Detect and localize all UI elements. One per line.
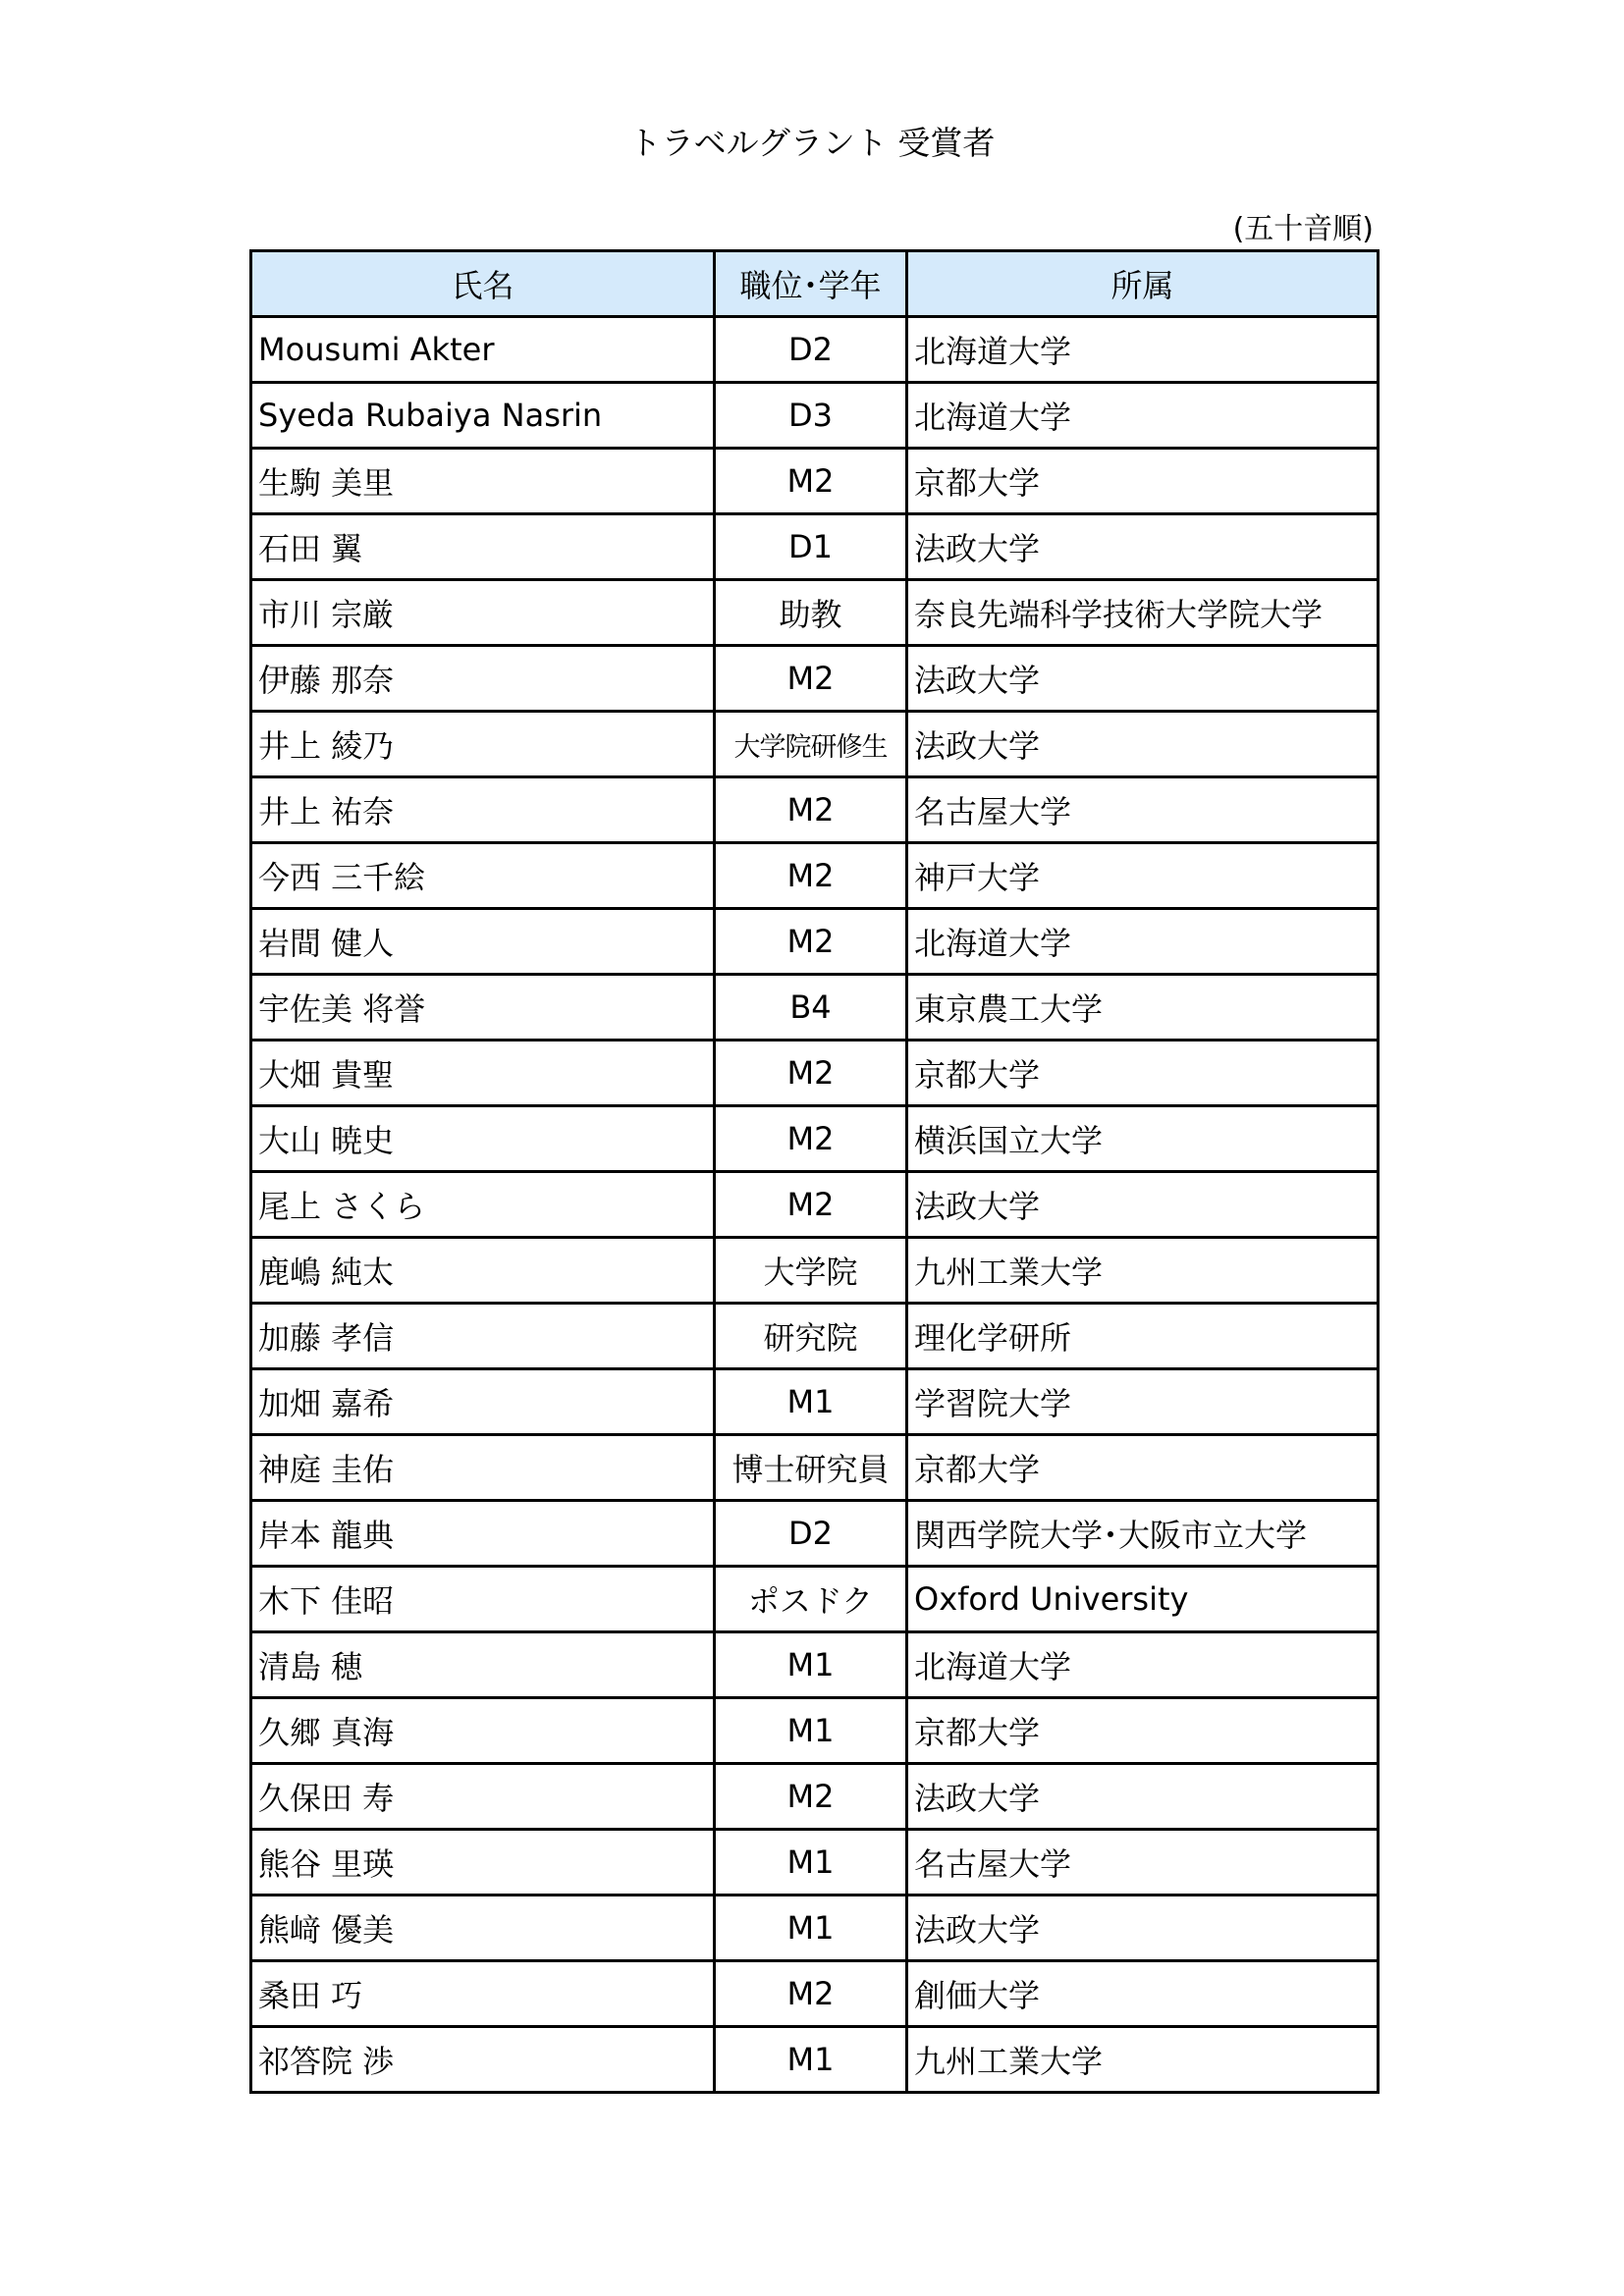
awardee-affiliation: 名古屋大学	[907, 1830, 1379, 1896]
awardee-position: M1	[715, 2027, 907, 2093]
header-position: 職位･学年	[715, 251, 907, 317]
awardee-name: 岩間 健人	[251, 909, 715, 975]
awardee-affiliation: 法政大学	[907, 1764, 1379, 1830]
table-row	[251, 712, 1379, 777]
awardee-affiliation: 創価大学	[907, 1961, 1379, 2027]
awardee-name: 清島 穂	[251, 1632, 715, 1698]
table-row	[251, 1172, 1379, 1238]
awardee-position: M2	[715, 777, 907, 843]
awardee-position: M1	[715, 1632, 907, 1698]
awardee-name: 岸本 龍典	[251, 1501, 715, 1567]
header-name: 氏名	[251, 251, 715, 317]
awardee-position: M2	[715, 843, 907, 909]
awardee-affiliation: 法政大学	[907, 1896, 1379, 1961]
awardee-affiliation: 北海道大学	[907, 1632, 1379, 1698]
awardee-position: M2	[715, 449, 907, 514]
header-affiliation: 所属	[907, 251, 1379, 317]
awardee-position: M2	[715, 909, 907, 975]
awardee-position: D2	[715, 317, 907, 383]
awardee-affiliation: 名古屋大学	[907, 777, 1379, 843]
awardee-position: 大学院	[715, 1238, 907, 1304]
awardee-name: 熊谷 里瑛	[251, 1830, 715, 1896]
table-row	[251, 580, 1379, 646]
awardee-name: 加藤 孝信	[251, 1304, 715, 1369]
awardee-position: 大学院研修生	[715, 712, 907, 777]
table-row	[251, 2027, 1379, 2093]
awardee-name: 生駒 美里	[251, 449, 715, 514]
table-row	[251, 909, 1379, 975]
table-row	[251, 646, 1379, 712]
awardee-affiliation: 横浜国立大学	[907, 1106, 1379, 1172]
awardee-affiliation: 東京農工大学	[907, 975, 1379, 1041]
table-row	[251, 1896, 1379, 1961]
awardee-position: M2	[715, 1106, 907, 1172]
awardee-position: D2	[715, 1501, 907, 1567]
awardee-name: 市川 宗厳	[251, 580, 715, 646]
awardee-affiliation: 法政大学	[907, 514, 1379, 580]
awardee-affiliation: 関西学院大学･大阪市立大学	[907, 1501, 1379, 1567]
awardee-position: M1	[715, 1369, 907, 1435]
table-row	[251, 1961, 1379, 2027]
awardee-name: 石田 翼	[251, 514, 715, 580]
table-row	[251, 843, 1379, 909]
awardee-name: 熊﨑 優美	[251, 1896, 715, 1961]
sort-order-note: (五十音順)	[1232, 212, 1374, 246]
awardee-affiliation: 九州工業大学	[907, 1238, 1379, 1304]
awardee-name: 大畑 貴聖	[251, 1041, 715, 1106]
awardee-affiliation: 奈良先端科学技術大学院大学	[907, 580, 1379, 646]
awardee-name: 大山 暁史	[251, 1106, 715, 1172]
awardee-affiliation: 京都大学	[907, 1435, 1379, 1501]
awardees-table	[249, 249, 1380, 2094]
awardee-name: 祁答院 渉	[251, 2027, 715, 2093]
awardee-name: 伊藤 那奈	[251, 646, 715, 712]
awardee-position: ポスドク	[715, 1567, 907, 1632]
awardee-position: M1	[715, 1896, 907, 1961]
table-row	[251, 1567, 1379, 1632]
awardee-name: 久保田 寿	[251, 1764, 715, 1830]
awardee-affiliation: 法政大学	[907, 712, 1379, 777]
awardee-affiliation: 九州工業大学	[907, 2027, 1379, 2093]
table-row	[251, 975, 1379, 1041]
table-row	[251, 317, 1379, 383]
table-row	[251, 1369, 1379, 1435]
awardee-position: D1	[715, 514, 907, 580]
awardee-position: 助教	[715, 580, 907, 646]
awardee-name: 桑田 巧	[251, 1961, 715, 2027]
page-title: トラベルグラント 受賞者	[628, 124, 996, 162]
awardee-position: M2	[715, 1172, 907, 1238]
awardee-name: 宇佐美 将誉	[251, 975, 715, 1041]
awardee-name: Mousumi Akter	[251, 317, 715, 383]
awardee-position: M2	[715, 1961, 907, 2027]
awardee-position: B4	[715, 975, 907, 1041]
awardee-affiliation: 神戸大学	[907, 843, 1379, 909]
awardee-position: M2	[715, 646, 907, 712]
table-row	[251, 1435, 1379, 1501]
awardee-affiliation: 学習院大学	[907, 1369, 1379, 1435]
awardee-position: 研究院	[715, 1304, 907, 1369]
awardee-position: D3	[715, 383, 907, 449]
awardee-name: 今西 三千絵	[251, 843, 715, 909]
awardee-position: M2	[715, 1041, 907, 1106]
table-row	[251, 514, 1379, 580]
awardee-position: M2	[715, 1764, 907, 1830]
awardee-affiliation: 京都大学	[907, 1698, 1379, 1764]
table-row	[251, 1632, 1379, 1698]
awardee-name: 加畑 嘉希	[251, 1369, 715, 1435]
awardee-name: 久郷 真海	[251, 1698, 715, 1764]
awardee-name: 神庭 圭佑	[251, 1435, 715, 1501]
table-row	[251, 1698, 1379, 1764]
table-row	[251, 1041, 1379, 1106]
awardee-position: M1	[715, 1830, 907, 1896]
awardee-affiliation: 法政大学	[907, 1172, 1379, 1238]
awardee-affiliation: 法政大学	[907, 646, 1379, 712]
awardee-affiliation: Oxford University	[907, 1567, 1379, 1632]
table-row	[251, 777, 1379, 843]
awardee-name: Syeda Rubaiya Nasrin	[251, 383, 715, 449]
awardee-name: 尾上 さくら	[251, 1172, 715, 1238]
awardee-affiliation: 北海道大学	[907, 383, 1379, 449]
table-row	[251, 383, 1379, 449]
awardee-affiliation: 北海道大学	[907, 909, 1379, 975]
awardee-affiliation: 北海道大学	[907, 317, 1379, 383]
table-row	[251, 1764, 1379, 1830]
awardee-name: 井上 祐奈	[251, 777, 715, 843]
awardee-affiliation: 京都大学	[907, 1041, 1379, 1106]
awardee-affiliation: 理化学研所	[907, 1304, 1379, 1369]
awardee-position: M1	[715, 1698, 907, 1764]
table-row	[251, 1238, 1379, 1304]
awardee-position: 博士研究員	[715, 1435, 907, 1501]
awardee-affiliation: 京都大学	[907, 449, 1379, 514]
awardee-name: 井上 綾乃	[251, 712, 715, 777]
awardee-name: 木下 佳昭	[251, 1567, 715, 1632]
awardee-name: 鹿嶋 純太	[251, 1238, 715, 1304]
table-row	[251, 449, 1379, 514]
table-row	[251, 1304, 1379, 1369]
table-row	[251, 1830, 1379, 1896]
table-header-row	[251, 251, 1379, 317]
table-row	[251, 1106, 1379, 1172]
table-row	[251, 1501, 1379, 1567]
